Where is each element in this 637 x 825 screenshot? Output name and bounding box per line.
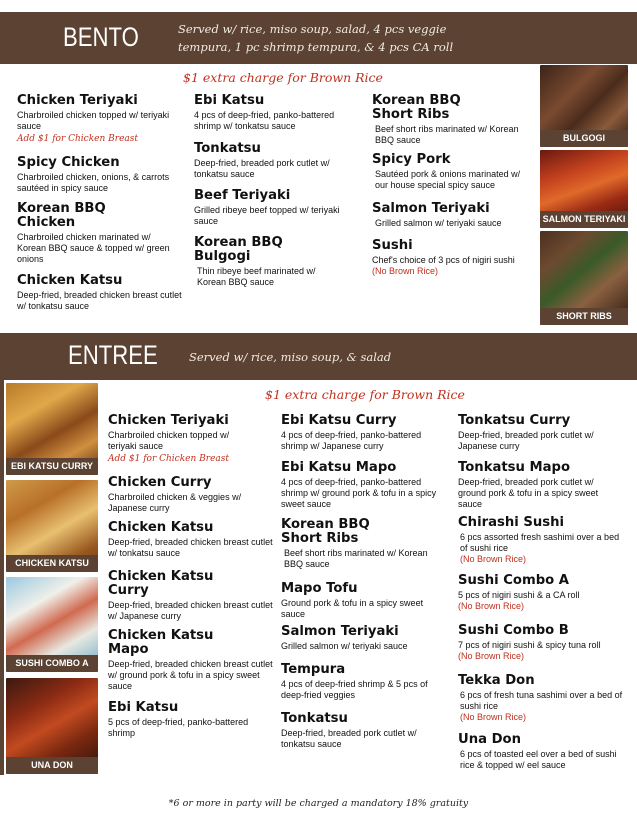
- item-desc: Beef short ribs marinated w/ Korean BBQ sauce: [284, 548, 428, 569]
- bento-item-salmon-teriyaki: [372, 202, 532, 229]
- item-desc: Grilled salmon w/ teriyaki sauce: [281, 641, 408, 651]
- item-name: Tonkatsu: [281, 711, 348, 726]
- item-no-brown-rice: (No Brown Rice): [372, 266, 439, 276]
- photo-label: SALMON TERIYAKI: [540, 211, 628, 228]
- entree-item-ebi-katsu: [108, 701, 273, 739]
- entree-subtitle: Served w/ rice, miso soup, & salad: [189, 350, 392, 364]
- item-name: Ebi Katsu Mapo: [281, 460, 397, 475]
- item-desc: 4 pcs of deep-fried shrimp & 5 pcs of deep-fried veggies: [281, 679, 428, 700]
- photo-short-ribs: [540, 231, 628, 325]
- item-desc: Beef short ribs marinated w/ Korean BBQ sauce: [375, 124, 519, 145]
- gratuity-footnote: *6 or more in party will be charged a mandatory 18% gratuity: [168, 798, 469, 809]
- item-desc: Ground pork & tofu in a spicy sweet sauce: [281, 598, 424, 619]
- entree-item-tempura: [281, 663, 446, 701]
- item-desc: Deep-fried, breaded pork cutlet w/ tonkatsu sauce: [194, 158, 330, 179]
- bento-title: BENTO: [63, 22, 139, 52]
- entree-item-tonkatsu-mapo: [458, 461, 623, 510]
- bento-item-chicken-teriyaki: [17, 94, 182, 145]
- photo-chicken-katsu: [6, 480, 98, 572]
- entree-item-sushi-combo-a: [458, 574, 623, 612]
- photo-label: CHICKEN KATSU: [6, 555, 98, 572]
- item-name: Chicken Curry: [108, 475, 212, 490]
- entree-item-chicken-katsu-curry: [108, 570, 273, 622]
- entree-item-chicken-katsu: [108, 521, 273, 559]
- entree-item-salmon-teriyaki: [281, 625, 446, 652]
- item-desc: Deep-fried, breaded pork cutlet w/ tonkatsu sauce: [281, 728, 417, 749]
- photo-label: UNA DON: [6, 757, 98, 774]
- item-name: Sushi Combo A: [458, 573, 570, 588]
- item-desc: Deep-fried, breaded chicken breast cutlet w/ tonkatsu sauce: [17, 290, 182, 311]
- item-no-brown-rice: (No Brown Rice): [460, 554, 527, 564]
- bento-item-ebi-katsu: [194, 94, 359, 132]
- photo-bulgogi: [540, 65, 628, 147]
- entree-item-tonkatsu: [281, 712, 446, 750]
- item-name: Ebi Katsu: [108, 700, 179, 715]
- entree-item-chicken-curry: [108, 476, 273, 514]
- item-name: Una Don: [458, 732, 521, 747]
- item-note: Add $1 for Chicken Breast: [17, 134, 138, 144]
- photo-ebi-katsu-curry: [6, 383, 98, 475]
- entree-item-sushi-combo-b: [458, 624, 623, 662]
- bento-item-beef-teriyaki: [194, 189, 359, 227]
- item-no-brown-rice: (No Brown Rice): [460, 712, 527, 722]
- item-name: Chicken Teriyaki: [108, 413, 229, 428]
- item-desc: Deep-fried, breaded chicken breast cutlet w/ Japanese curry: [108, 600, 273, 621]
- photo-una-don: [6, 678, 98, 774]
- photo-label: EBI KATSU CURRY: [6, 458, 98, 475]
- item-desc: Charbroiled chicken marinated w/ Korean BBQ sauce & topped w/ green onions: [17, 232, 170, 264]
- item-desc: Charbroiled chicken topped w/ teriyaki sauce: [17, 110, 170, 131]
- bento-item-korean-bbq-bulgogi: [194, 236, 359, 288]
- bento-item-spicy-pork: [372, 153, 534, 191]
- item-desc: Chef's choice of 3 pcs of nigiri sushi: [372, 255, 515, 265]
- bento-extra-charge: $1 extra charge for Brown Rice: [183, 70, 383, 85]
- item-no-brown-rice: (No Brown Rice): [458, 651, 525, 661]
- photo-salmon-teriyaki: [540, 150, 628, 228]
- bento-item-chicken-katsu: [17, 274, 182, 312]
- entree-extra-charge: $1 extra charge for Brown Rice: [265, 387, 465, 402]
- item-desc: 6 pcs assorted fresh sashimi over a bed of sushi rice: [460, 532, 620, 553]
- entree-item-chicken-teriyaki: [108, 414, 273, 465]
- entree-item-mapo-tofu: [281, 582, 446, 620]
- entree-item-korean-bbq-short-ribs: [281, 518, 446, 570]
- item-name: Chirashi Sushi: [458, 515, 564, 530]
- item-desc: 7 pcs of nigiri sushi & spicy tuna roll: [458, 640, 601, 650]
- bento-item-tonkatsu: [194, 142, 359, 180]
- item-desc: Sautéed pork & onions marinated w/ our house special spicy sauce: [375, 169, 521, 190]
- item-name: Tekka Don: [458, 673, 535, 688]
- bento-item-korean-bbq-chicken: [17, 202, 182, 265]
- item-desc: 5 pcs of deep-fried, panko-battered shrimp: [108, 717, 249, 738]
- item-name: Tonkatsu Mapo: [458, 460, 571, 475]
- item-name: Tempura: [281, 662, 346, 677]
- bento-subtitle-line2: tempura, 1 pc shrimp tempura, & 4 pcs CA roll: [178, 40, 454, 54]
- entree-item-chirashi-sushi: [458, 516, 623, 565]
- photo-label: BULGOGI: [540, 130, 628, 147]
- entree-title: ENTREE: [68, 340, 158, 370]
- item-name: Korean BBQ Bulgogi: [194, 235, 283, 264]
- item-name: Spicy Pork: [372, 152, 451, 167]
- item-desc: 4 pcs of deep-fried, panko-battered shrimp w/ ground pork & tofu in a spicy sweet sauce: [281, 477, 437, 509]
- item-name: Korean BBQ Chicken: [17, 201, 106, 230]
- item-name: Ebi Katsu: [194, 93, 265, 108]
- photo-sushi-combo-a: [6, 577, 98, 672]
- photo-label: SHORT RIBS: [540, 308, 628, 325]
- item-desc: Thin ribeye beef marinated w/ Korean BBQ sauce: [197, 266, 316, 287]
- item-desc: 4 pcs of deep-fried, panko-battered shrimp w/ Japanese curry: [281, 430, 422, 451]
- bento-item-korean-bbq-short-ribs: [372, 94, 532, 146]
- item-name: Ebi Katsu Curry: [281, 413, 397, 428]
- item-name: Sushi Combo B: [458, 623, 569, 638]
- entree-item-tekka-don: [458, 674, 623, 723]
- entree-item-ebi-katsu-curry: [281, 414, 446, 452]
- item-desc: 4 pcs of deep-fried, panko-battered shrimp w/ tonkatsu sauce: [194, 110, 335, 131]
- item-desc: 6 pcs of fresh tuna sashimi over a bed of sushi rice: [460, 690, 623, 711]
- item-desc: Deep-fried, breaded chicken breast cutlet w/ ground pork & tofu in a spicy sweet sauce: [108, 659, 273, 691]
- item-name: Tonkatsu: [194, 141, 261, 156]
- item-name: Chicken Katsu: [17, 273, 123, 288]
- item-name: Tonkatsu Curry: [458, 413, 571, 428]
- item-desc: Charbroiled chicken, onions, & carrots sautéed in spicy sauce: [17, 172, 170, 193]
- item-desc: Deep-fried, breaded chicken breast cutlet w/ tonkatsu sauce: [108, 537, 273, 558]
- entree-photo-strip: [0, 380, 4, 775]
- item-desc: 5 pcs of nigiri sushi & a CA roll: [458, 590, 580, 600]
- entree-item-ebi-katsu-mapo: [281, 461, 446, 510]
- item-name: Mapo Tofu: [281, 581, 358, 596]
- item-name: Korean BBQ Short Ribs: [281, 517, 370, 546]
- item-note: Add $1 for Chicken Breast: [108, 454, 229, 464]
- item-name: Chicken Katsu: [108, 520, 214, 535]
- item-name: Korean BBQ Short Ribs: [372, 93, 461, 122]
- item-name: Chicken Katsu Mapo: [108, 628, 214, 657]
- bento-header-band: [0, 12, 637, 64]
- item-no-brown-rice: (No Brown Rice): [458, 601, 525, 611]
- entree-item-chicken-katsu-mapo: [108, 629, 273, 692]
- item-name: Chicken Teriyaki: [17, 93, 138, 108]
- entree-header-band: [0, 333, 637, 380]
- item-name: Spicy Chicken: [17, 155, 120, 170]
- item-desc: Deep-fried, breaded pork cutlet w/ Japanese curry: [458, 430, 594, 451]
- entree-item-tonkatsu-curry: [458, 414, 623, 452]
- item-desc: 6 pcs of toasted eel over a bed of sushi rice & topped w/ eel sauce: [460, 749, 617, 770]
- item-name: Beef Teriyaki: [194, 188, 291, 203]
- bento-subtitle-line1: Served w/ rice, miso soup, salad, 4 pcs veggie: [178, 22, 447, 36]
- item-name: Salmon Teriyaki: [281, 624, 399, 639]
- bento-item-spicy-chicken: [17, 156, 182, 194]
- item-desc: Grilled salmon w/ teriyaki sauce: [375, 218, 502, 228]
- item-desc: Grilled ribeye beef topped w/ teriyaki sauce: [194, 205, 340, 226]
- bento-item-sushi: [372, 239, 532, 277]
- item-desc: Deep-fried, breaded pork cutlet w/ ground pork & tofu in a spicy sweet sauce: [458, 477, 599, 509]
- item-name: Chicken Katsu Curry: [108, 569, 214, 598]
- item-desc: Charbroiled chicken topped w/ teriyaki sauce: [108, 430, 230, 451]
- photo-label: SUSHI COMBO A: [6, 655, 98, 672]
- item-name: Sushi: [372, 238, 413, 253]
- entree-item-una-don: [458, 733, 623, 771]
- item-name: Salmon Teriyaki: [372, 201, 490, 216]
- item-desc: Charbroiled chicken & veggies w/ Japanese curry: [108, 492, 242, 513]
